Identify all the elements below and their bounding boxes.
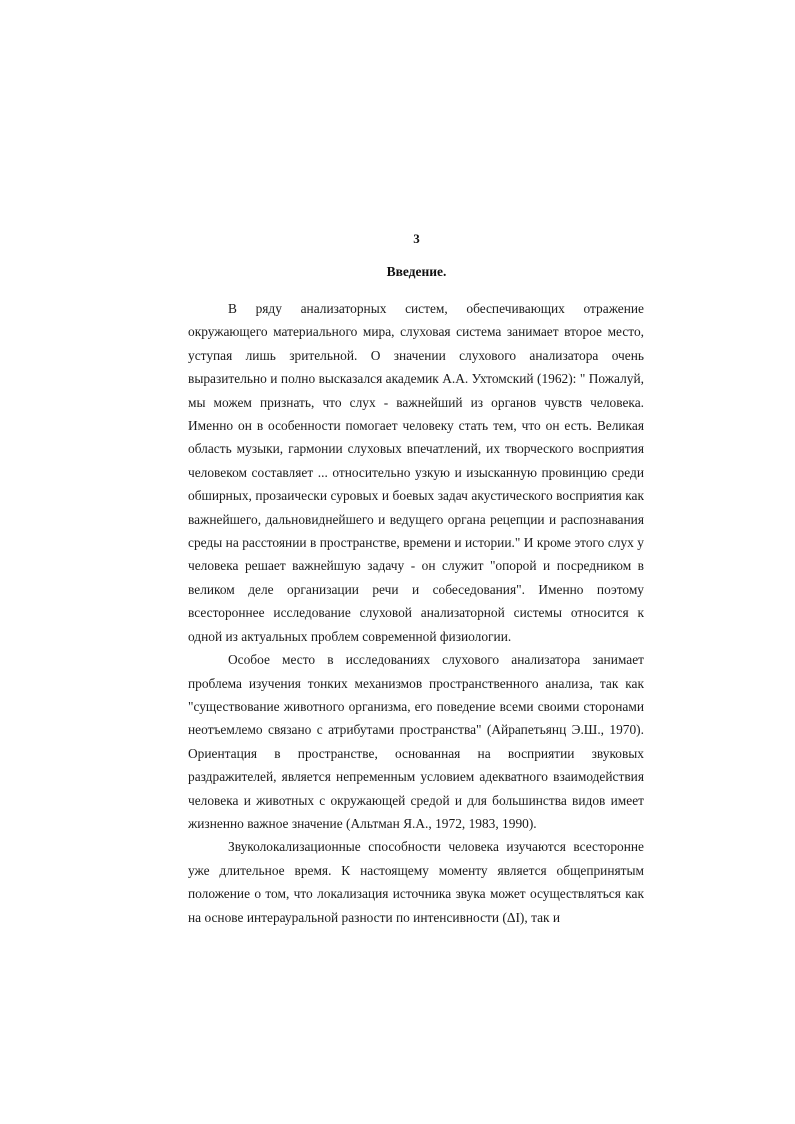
page-number: 3 (413, 231, 420, 246)
paragraph-3: Звуколокализационные способности человека изучаются всесторонне уже длительное время. К настоящему моменту является общепринятым положение о том, что локализация источника звука может осуществляться как на основе интерауральной разности по интенсивности (ΔI), так и (188, 839, 644, 925)
paragraph-2: Особое место в исследованиях слухового анализатора занимает проблема изучения тонких механизмов пространственного анализа, так как "существование животного организма, его поведение всеми своими сторонами неотъемлемо связано с атрибутами пространства" (Айрапетьянц Э.Ш., 1970). Ориентация в пространстве, основанная на восприятии звуковых раздражителей, является непременным условием адекватного взаимодействия человека и животных с окружающей средой и для большинства видов имеет жизненно важное значение (Альтман Я.А., 1972, 1983, 1990). (188, 652, 644, 831)
paragraph-1: В ряду анализаторных систем, обеспечивающих отражение окружающего материального мира, слуховая система занимает второе место, уступая лишь зрительной. О значении слухового анализатора очень выразительно и полно высказался академик А.А. Ухтомский (1962): " Пожалуй, мы можем признать, что слух - важнейший из органов чувств человека. Именно он в особенности помогает человеку стать тем, что он есть. Великая область музыки, гармонии слуховых впечатлений, их творческого восприятия человеком составляет ... относительно узкую и изысканную провинцию среди обширных, прозаически суровых и боевых задач акустического восприятия как важнейшего, дальновиднейшего и ведущего органа рецепции и распознавания среды на расстоянии в пространстве, времени и истории." И кроме этого слух у человека решает важнейшую задачу - он служит "опорой и посредником в великом деле организации речи и собеседования". Именно поэтому всестороннее исследование слуховой анализаторной системы относится к одной из актуальных проблем современной физиологии. (188, 301, 644, 644)
section-title: Введение. (386, 264, 447, 279)
body-text (188, 297, 644, 929)
